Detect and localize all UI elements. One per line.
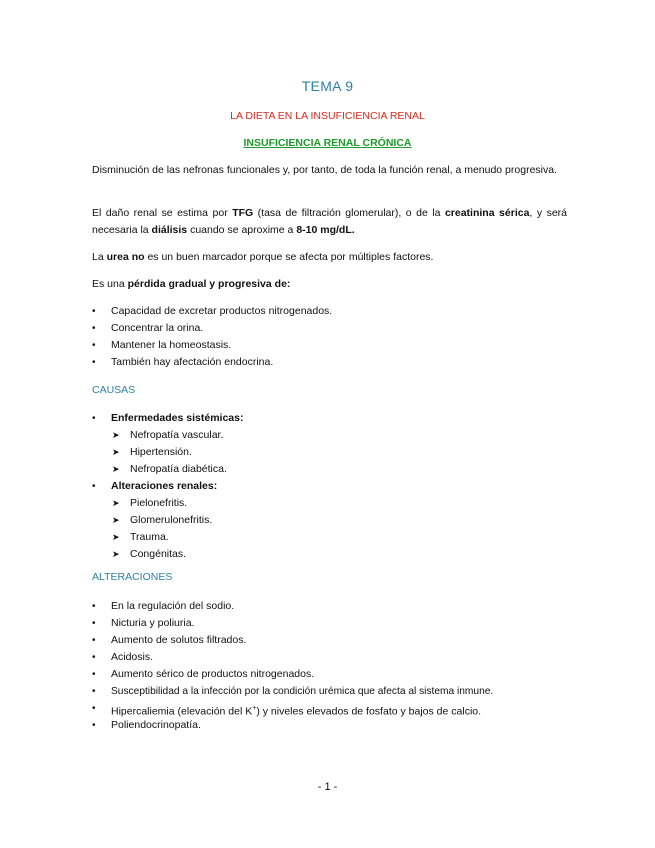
bullet-icon: • <box>92 652 96 663</box>
hyper-text-a: Hipercaliemia (elevación del K <box>111 705 253 718</box>
intro-paragraph-2 <box>92 205 567 239</box>
alteraciones-heading: ALTERACIONES <box>92 571 173 583</box>
arrow-icon: ➤ <box>112 515 120 525</box>
arrow-icon: ➤ <box>112 430 120 440</box>
bullet-icon: • <box>92 686 96 697</box>
list-item-text: También hay afectación endocrina. <box>111 356 274 368</box>
bullet-icon: • <box>92 669 96 680</box>
bullet-icon: • <box>92 618 96 629</box>
document-subtitle: LA DIETA EN LA INSUFICIENCIA RENAL <box>230 110 425 122</box>
p4-text-a: Es una <box>92 278 128 290</box>
intro-paragraph-4 <box>92 276 567 293</box>
bullet-icon: • <box>92 601 96 612</box>
p3-urea: urea no <box>106 251 145 263</box>
bullet-icon: • <box>92 481 96 492</box>
p2-text-a: El daño renal se estima por <box>92 207 233 219</box>
list-item-text: Aumento sérico de productos nitrogenados. <box>111 668 315 680</box>
arrow-icon: ➤ <box>112 532 120 542</box>
causas-group-title: Enfermedades sistémicas: <box>111 412 244 424</box>
page-number: - 1 - <box>317 781 338 793</box>
hyper-sup: + <box>252 705 257 712</box>
bullet-icon: • <box>92 323 96 334</box>
causas-group-title: Alteraciones renales: <box>111 480 218 492</box>
bullet-icon: • <box>92 720 96 731</box>
p2-value: 8-10 mg/dL. <box>296 224 355 236</box>
bullet-icon: • <box>92 703 96 714</box>
p3-text-c: es un buen marcador porque se afecta por múltiples factores. <box>144 251 434 263</box>
list-item-text: Nicturia y poliuria. <box>111 617 195 629</box>
list-item-text: En la regulación del sodio. <box>111 600 235 612</box>
list-item-text: Capacidad de excretar productos nitrogenados. <box>111 305 333 317</box>
list-item-text: Hipertensión. <box>130 446 192 458</box>
intro-paragraph-1: Disminución de las nefronas funcionales y, por tanto, de toda la función renal, a menudo progresiva. <box>92 164 557 176</box>
list-item-text: Congénitas. <box>130 548 187 560</box>
list-item-text: Concentrar la orina. <box>111 322 204 334</box>
bullet-icon: • <box>92 340 96 351</box>
bullet-icon: • <box>92 306 96 317</box>
p2-dialisis: diálisis <box>151 224 188 236</box>
list-item-text: Susceptibilidad a la infección por la condición urémica que afecta al sistema inmune. <box>111 686 494 697</box>
p2-text-g: cuando se aproxime a <box>187 224 297 236</box>
hyper-text-b: ) y niveles elevados de fosfato y bajos de calcio. <box>256 705 482 718</box>
list-item-text: Mantener la homeostasis. <box>111 339 232 351</box>
p2-text-e: , y será necesaria la <box>92 207 567 236</box>
list-item-text: Aumento de solutos filtrados. <box>111 634 247 646</box>
p2-text-c: (tasa de filtración glomerular), o de la <box>253 207 445 219</box>
bullet-icon: • <box>92 635 96 646</box>
intro-paragraph-3 <box>92 249 567 266</box>
list-item-text: Nefropatía diabética. <box>130 463 227 475</box>
arrow-icon: ➤ <box>112 447 120 457</box>
causas-heading: CAUSAS <box>92 384 136 396</box>
arrow-icon: ➤ <box>112 464 120 474</box>
p2-tfg: TFG <box>232 207 254 219</box>
page-title: TEMA 9 <box>301 78 354 94</box>
list-item-text: Glomerulonefritis. <box>130 514 213 526</box>
list-item-text: Poliendocrinopatía. <box>111 719 201 731</box>
bullet-icon: • <box>92 413 96 424</box>
list-item-text: Trauma. <box>130 531 169 543</box>
p3-text-a: La <box>92 251 107 263</box>
p2-creatinina: creatinina sérica <box>444 207 530 219</box>
arrow-icon: ➤ <box>112 498 120 508</box>
list-item-text: Acidosis. <box>111 651 154 663</box>
p4-bold: pérdida gradual y progresiva de: <box>127 278 291 290</box>
list-item-text: Nefropatía vascular. <box>130 429 224 441</box>
bullet-icon: • <box>92 357 96 368</box>
section-title: INSUFICIENCIA RENAL CRÓNICA <box>243 137 412 149</box>
arrow-icon: ➤ <box>112 549 120 559</box>
list-item-text: Pielonefritis. <box>130 497 188 509</box>
